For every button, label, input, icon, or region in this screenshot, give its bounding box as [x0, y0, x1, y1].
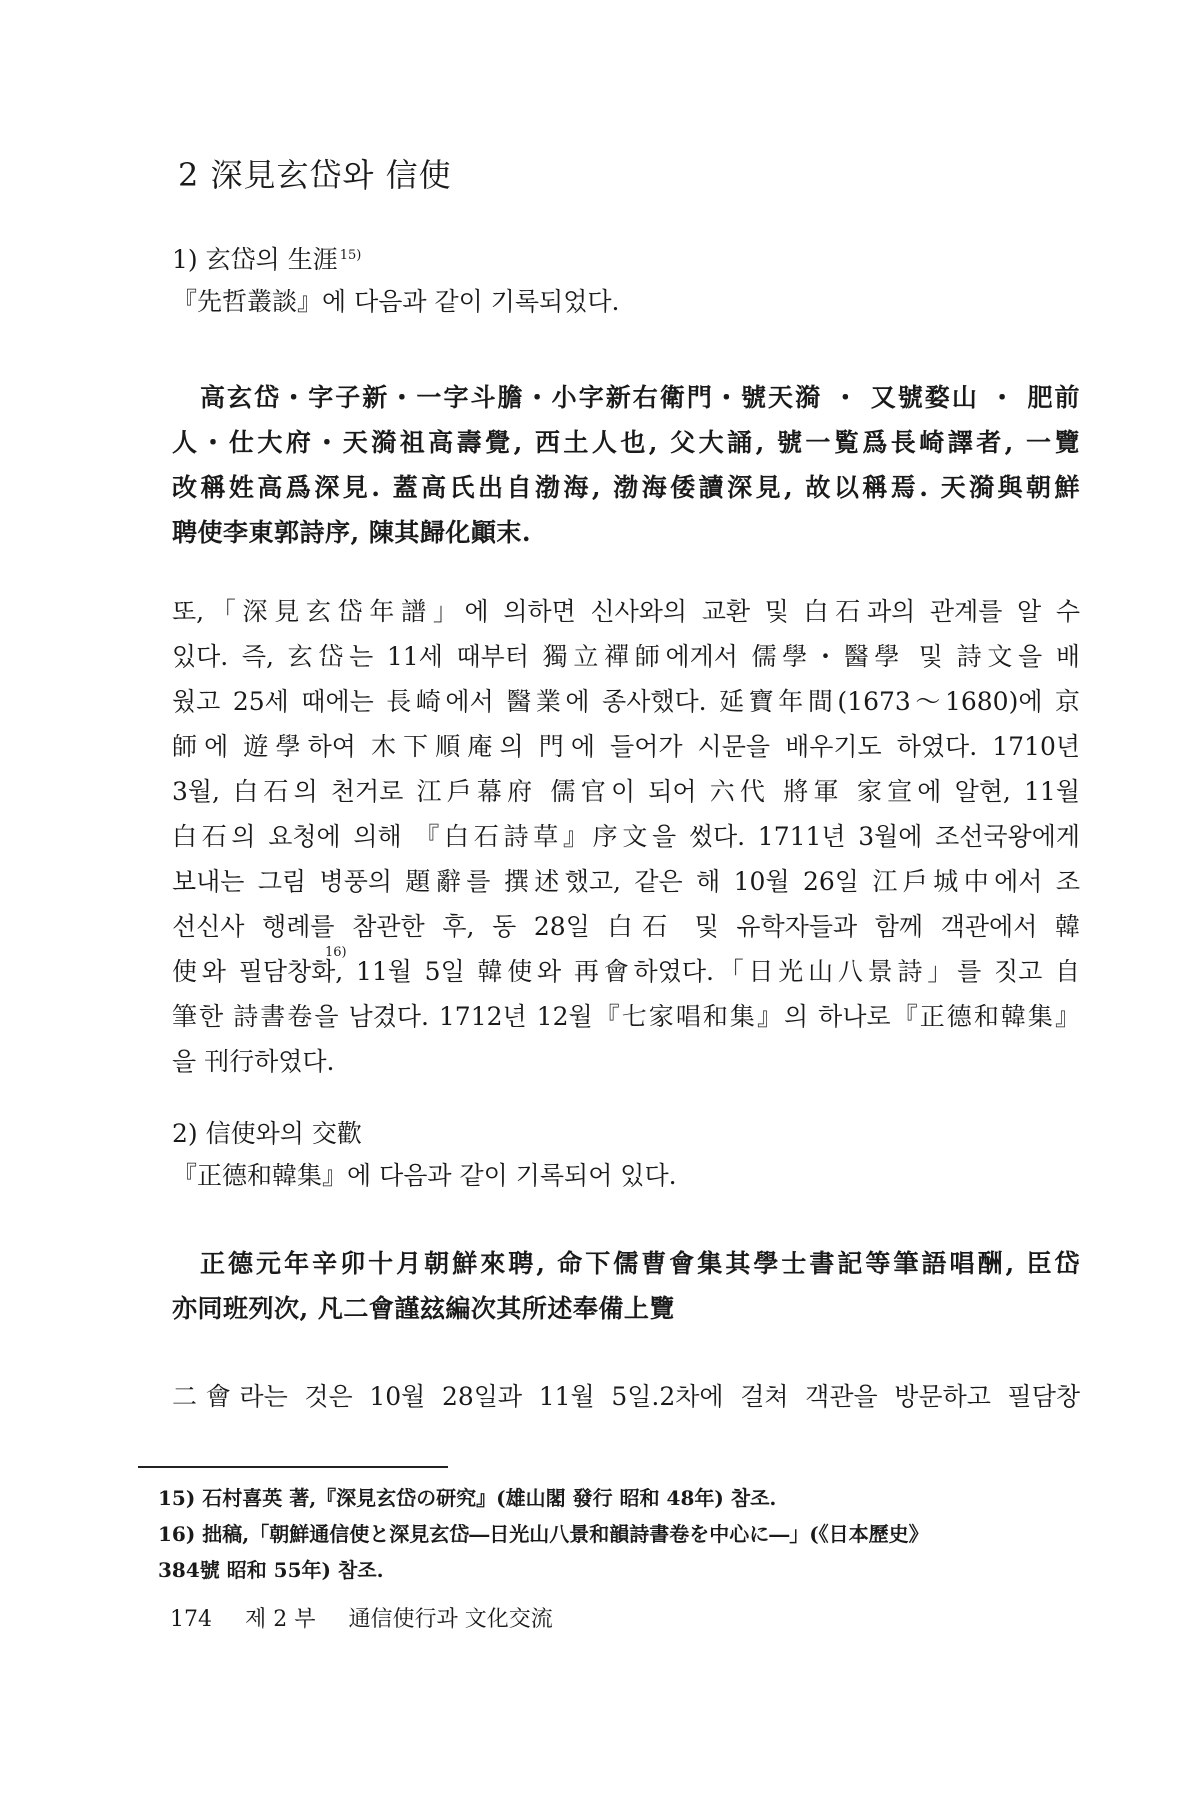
subsection-intro-1: 『先哲叢談』에 다음과 같이 기록되었다.	[172, 287, 620, 316]
quote2-line: 正德元年辛卯十月朝鮮來聘, 命下儒曹會集其學士書記等筆語唱酬, 臣岱	[200, 1249, 1080, 1278]
subsection-heading-1-text: 1) 玄岱의 生涯	[172, 245, 338, 274]
footnote-15: 15) 石村喜英 著,『深見玄岱の研究』(雄山閣 發行 昭和 48年) 참조.	[158, 1486, 777, 1510]
quote1-line: 高玄岱・字子新・一字斗膽・小字新右衛門・號天漪 ・ 又號婺山 ・ 肥前	[200, 383, 1080, 412]
paragraph1-line: 있다. 즉, 玄岱는 11세 때부터 獨立禪師에게서 儒學・醫學 및 詩文을 배	[172, 642, 1080, 671]
paragraph1-line: 3월, 白石의 천거로 江戶幕府 儒官이 되어 六代 將軍 家宣에 알현, 11월	[172, 777, 1080, 806]
paragraph1-line: 웠고 25세 때에는 長崎에서 醫業에 종사했다. 延寶年間(1673～1680)에 京	[172, 687, 1080, 716]
section-title: 2 深見玄岱와 信使	[178, 156, 452, 194]
paragraph1-line: 보내는 그림 병풍의 題辭를 撰述했고, 같은 해 10월 26일 江戶城中에서 조	[172, 867, 1080, 896]
page-footer	[170, 1602, 579, 1633]
paragraph1-line: 筆한 詩書卷을 남겼다. 1712년 12월『七家唱和集』의 하나로『正德和韓集』	[172, 1002, 1080, 1031]
page-number: 174	[170, 1607, 212, 1632]
subsection-heading-1	[172, 240, 361, 276]
footnote-16: 16) 拙稿,「朝鮮通信使と深見玄岱―日光山八景和韻詩書卷を中心に―」(《日本歷史》	[158, 1522, 929, 1546]
part-label: 제 2 부	[245, 1607, 316, 1632]
footnote-ref-16: 16)	[325, 945, 347, 960]
subsection-heading-2: 2) 信使와의 交歡	[172, 1119, 362, 1148]
part-title: 通信使行과 文化交流	[348, 1607, 553, 1632]
quote2-line: 亦同班列次, 凡二會謹玆編次其所述奉備上覽	[172, 1294, 675, 1323]
footnote-divider	[138, 1466, 448, 1468]
subsection-intro-2: 『正德和韓集』에 다음과 같이 기록되어 있다.	[172, 1161, 677, 1190]
footnote-ref-15: 15)	[339, 247, 362, 263]
quote1-line: 改稱姓高爲深見. 蓋高氏出自渤海, 渤海倭讀深見, 故以稱焉. 天漪與朝鮮	[172, 473, 1080, 502]
paragraph2-line: 二會라는 것은 10월 28일과 11월 5일.2차에 걸쳐 객관을 방문하고 필담창	[172, 1382, 1080, 1411]
paragraph1-line: 使와 필담창화, 11월 5일 韓使와 再會하였다.「日光山八景詩」를 짓고 自	[172, 957, 1080, 986]
paragraph1-line: 또,「深見玄岱年譜」에 의하면 신사와의 교환 및 白石과의 관계를 알 수	[172, 597, 1080, 626]
paragraph1-line: 을 刊行하였다.	[172, 1047, 335, 1076]
footnote-16-continued: 384號 昭和 55年) 참조.	[158, 1558, 384, 1582]
paragraph1-line: 白石의 요청에 의해 『白石詩草』序文을 썼다. 1711년 3월에 조선국왕에게	[172, 822, 1080, 851]
paragraph1-line: 師에 遊學하여 木下順庵의 門에 들어가 시문을 배우기도 하였다. 1710년	[172, 732, 1080, 761]
paragraph1-line: 선신사 행례를 참관한 후, 동 28일 白石 및 유학자들과 함께 객관에서 韓	[172, 912, 1080, 941]
quote1-line: 人・仕大府・天漪祖高壽覺, 西土人也, 父大誦, 號一覧爲長崎譯者, 一覽	[172, 428, 1080, 457]
quote1-line: 聘使李東郭詩序, 陳其歸化顚末.	[172, 518, 532, 547]
paragraph1-line-with-ref	[172, 952, 1080, 988]
